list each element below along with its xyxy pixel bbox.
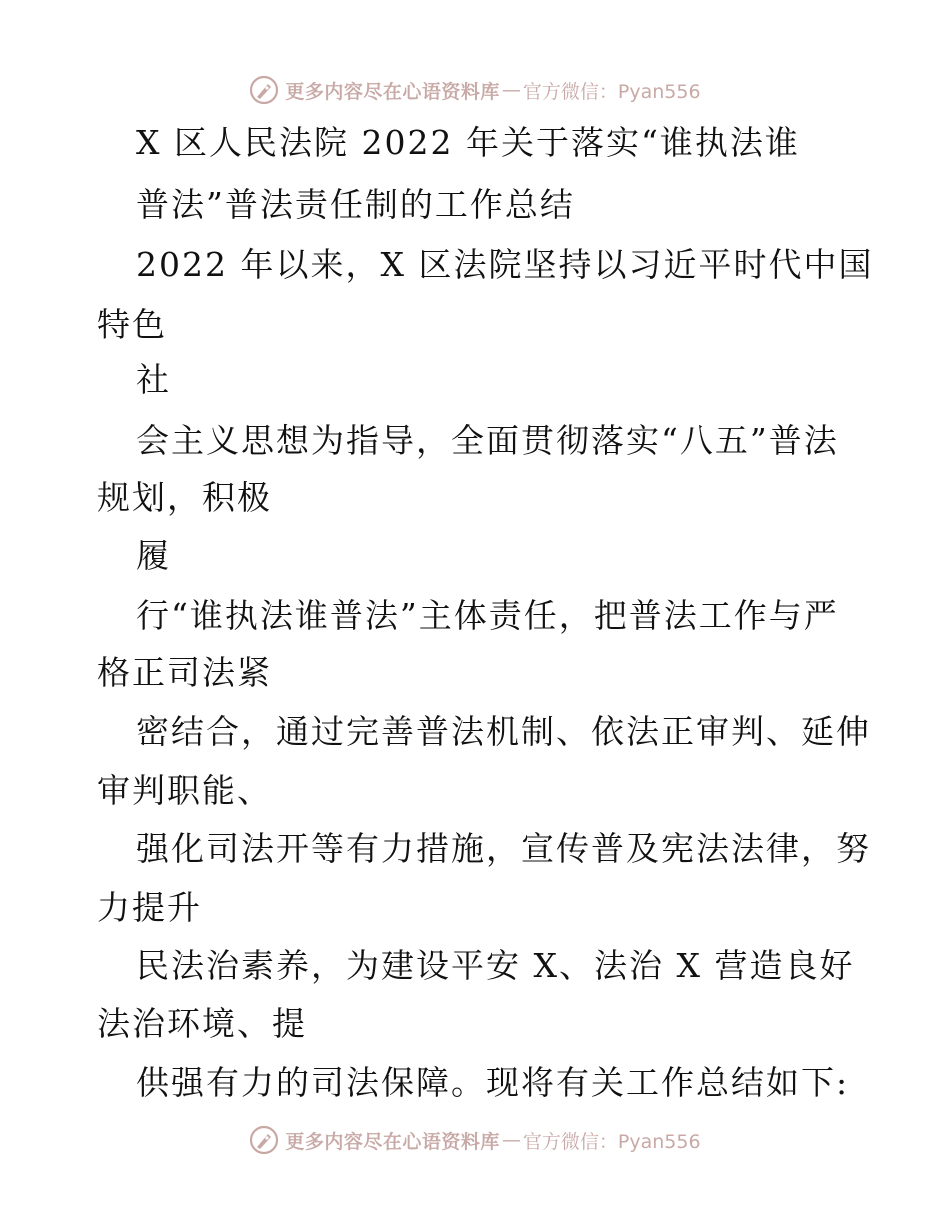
- title-line-2: 普法”普法责任制的工作总结: [136, 185, 575, 224]
- body-line: 民法治素养，为建设平安 X、法治 X 营造良好: [136, 946, 855, 985]
- body-line: 社: [136, 360, 171, 399]
- title-line-1: X 区人民法院 2022 年关于落实“谁执法谁: [136, 123, 800, 162]
- watermark-wechat: 官方微信：Pyan556: [522, 1130, 701, 1153]
- body-line: 力提升: [97, 888, 202, 927]
- body-line: 特色: [97, 305, 167, 344]
- body-line: 履: [136, 536, 171, 575]
- body-line: 格正司法紧: [97, 653, 272, 692]
- pen-nib-icon: [249, 75, 279, 105]
- body-line: 行“谁执法谁普法”主体责任，把普法工作与严: [136, 596, 839, 635]
- watermark-dash: —: [501, 1129, 521, 1151]
- watermark-dash: —: [501, 79, 521, 101]
- body-line: 供强有力的司法保障。现将有关工作总结如下:: [136, 1063, 850, 1102]
- body-line: 会主义思想为指导，全面贯彻落实“八五”普法: [136, 421, 839, 460]
- footer-watermark: [0, 1122, 950, 1158]
- watermark-wechat: 官方微信：Pyan556: [522, 80, 701, 103]
- header-watermark: [0, 72, 950, 108]
- body-line: 密结合，通过完善普法机制、依法正审判、延伸: [136, 712, 871, 751]
- body-line: 审判职能、: [97, 771, 272, 810]
- watermark-text: 更多内容尽在心语资料库: [285, 1130, 500, 1153]
- body-line: 强化司法开等有力措施，宣传普及宪法法律，努: [136, 829, 871, 868]
- body-line: 法治环境、提: [97, 1004, 307, 1043]
- body-line: 2022 年以来，X 区法院坚持以习近平时代中国: [136, 245, 874, 284]
- watermark-text: 更多内容尽在心语资料库: [285, 80, 500, 103]
- pen-nib-icon: [249, 1125, 279, 1155]
- body-line: 规划，积极: [97, 478, 272, 517]
